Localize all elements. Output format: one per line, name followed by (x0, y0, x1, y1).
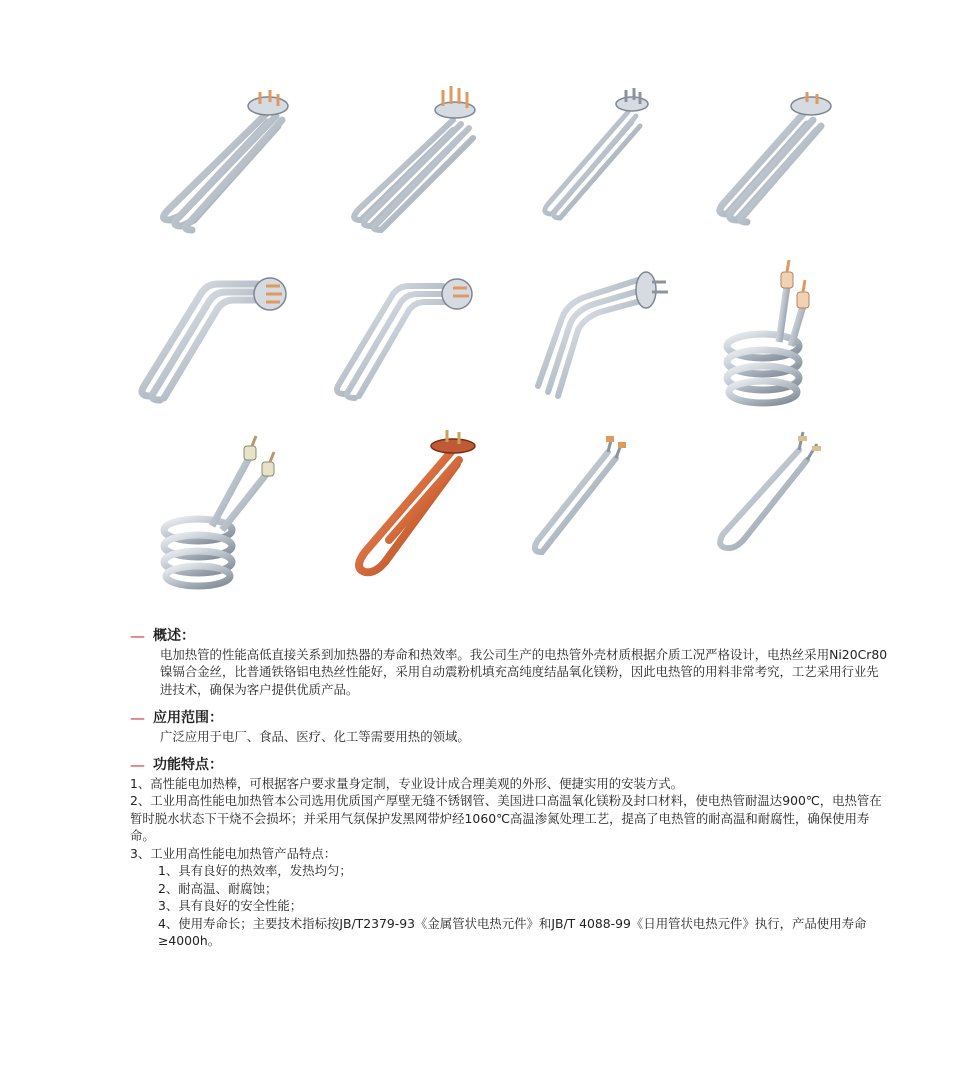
product-description (130, 628, 890, 950)
bent-heating-tube-icon (313, 246, 508, 422)
coil-heating-tube-icon (703, 246, 898, 422)
heading-dash: — (130, 756, 145, 774)
product-image-grid (118, 70, 898, 610)
copper-heating-tube-icon (313, 422, 508, 598)
heading-dash: — (130, 709, 145, 727)
product-image (313, 422, 508, 598)
overview-text: 电加热管的性能高低直接关系到加热器的寿命和热效率。我公司生产的电热管外壳材质根据介质工况严格设计，电热丝采用Ni20Cr80镍镉合金丝，比普通铁铬铝电热丝性能好，采用自动震粉机填充高纯度结晶氧化镁粉，因此电热管的用料非常考究，工艺采用行业先进技术，确保为客户提供优质产品。 (160, 646, 888, 697)
section-heading-application (130, 710, 890, 728)
straight-heating-tube-flange-icon (703, 70, 898, 246)
application-title: 应用范围： (153, 710, 223, 726)
bent-heating-tube-icon (118, 246, 313, 422)
overview-title: 概述： (153, 628, 195, 644)
application-text: 广泛应用于电厂、食品、医疗、化工等需要用热的领域。 (160, 728, 470, 744)
feature-item: 1、高性能电加热棒，可根据客户要求量身定制，专业设计成合理美观的外形、便捷实用的安装方式。 (130, 775, 684, 791)
product-image (118, 422, 313, 598)
feature-item: 2、工业用高性能电加热管本公司选用优质国产厚壁无缝不锈钢管、美国进口高温氧化镁粉及封口材料，使电热管耐温达900℃，电热管在暂时脱水状态下干烧不会损坏；并采用气氛保护发黑网带炉经1060℃高温渗氮处理工艺，提高了电热管的耐高温和耐腐性，确保使用寿命。 (130, 793, 882, 843)
product-image (508, 246, 703, 422)
product-image (118, 246, 313, 422)
feature-subitem: 2、耐高温、耐腐蚀； (158, 880, 278, 896)
product-image (508, 70, 703, 246)
section-heading-features (130, 757, 890, 775)
product-image (703, 246, 898, 422)
u-shaped-heating-tube-icon (703, 422, 898, 598)
feature-subitem: 3、具有良好的安全性能； (158, 898, 303, 913)
product-image (313, 70, 508, 246)
heading-dash: — (130, 627, 145, 645)
section-heading-overview (130, 628, 890, 646)
u-shaped-heating-tube-icon (508, 422, 703, 598)
product-image (508, 422, 703, 598)
feature-item: 3、工业用高性能电加热管产品特点： (130, 845, 337, 861)
feature-subitem: 4、使用寿命长；主要技术指标按JB/T2379-93《金属管状电热元件》和JB/T 4088-99《日用管状电热元件》执行，产品使用寿命≥4000h。 (158, 915, 867, 948)
product-image (703, 70, 898, 246)
straight-heating-tube-multi-terminal-icon (313, 70, 508, 246)
product-image (118, 70, 313, 246)
straight-heating-tube-slim-icon (508, 70, 703, 246)
straight-heating-tube-icon (118, 70, 313, 246)
coil-heating-tube-icon (118, 422, 313, 598)
product-image (703, 422, 898, 598)
product-image (313, 246, 508, 422)
bent-heating-tube-flange-icon (508, 246, 703, 422)
features-title: 功能特点： (153, 757, 223, 773)
feature-subitem: 1、具有良好的热效率，发热均匀； (158, 863, 352, 878)
